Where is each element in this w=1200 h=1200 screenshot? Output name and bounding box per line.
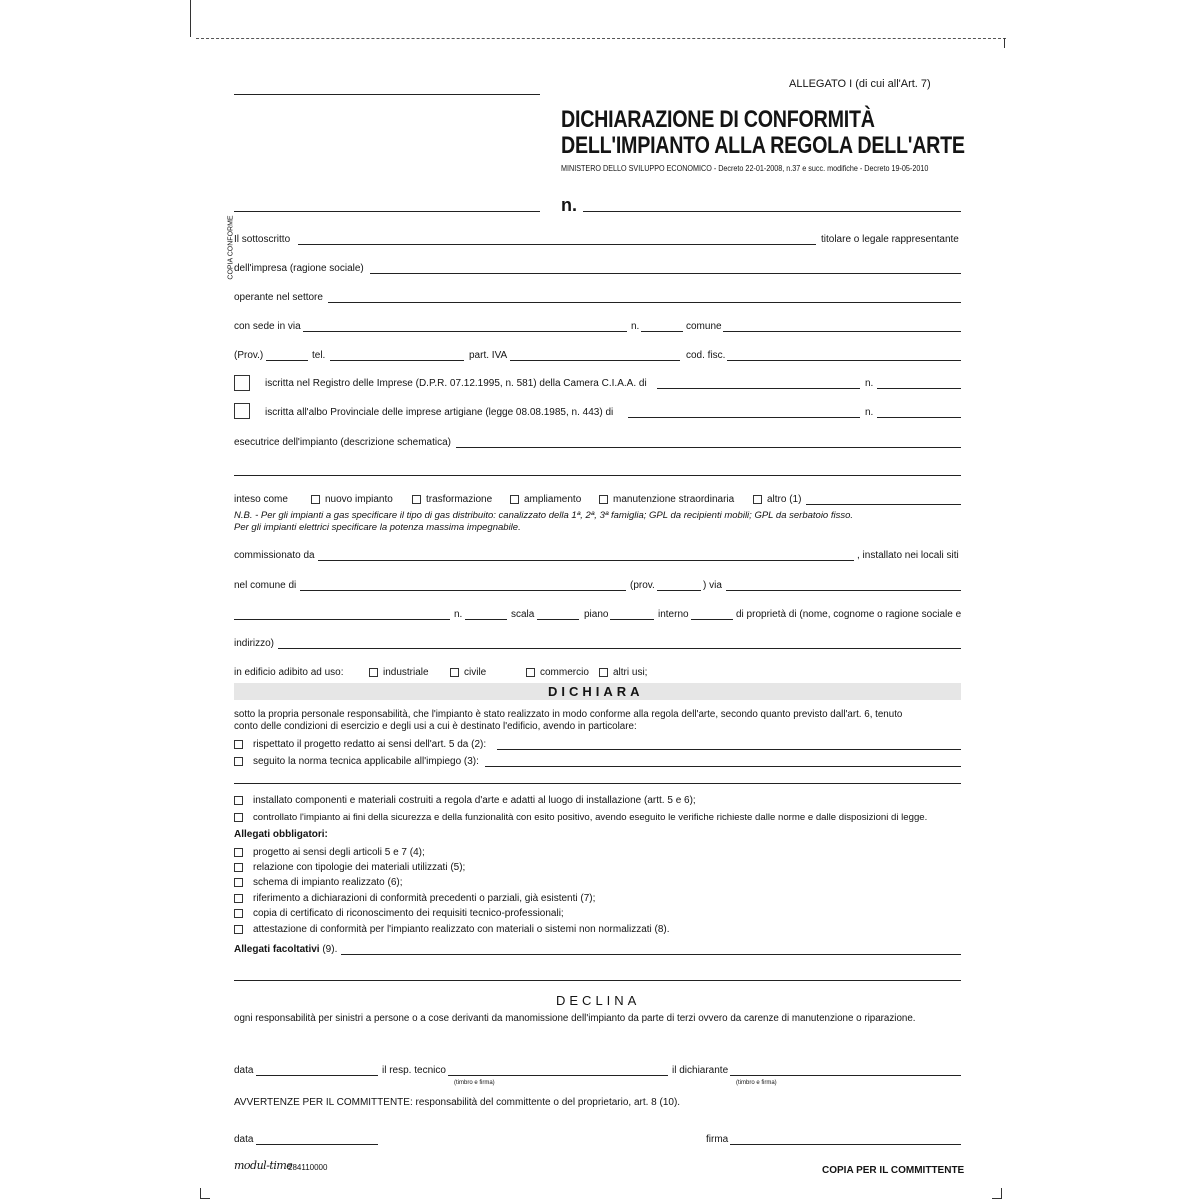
- allegato-checkbox[interactable]: [234, 909, 243, 918]
- allegato-checkbox[interactable]: [234, 894, 243, 903]
- altro-field[interactable]: [806, 504, 961, 505]
- controllato-label: controllato l'impianto ai fini della sicurezza e della funzionalità con esito positivo, avendo eseguito le verifiche richieste dalle norme e dalle disposizioni di legge.: [253, 812, 928, 823]
- copy-label: COPIA PER IL COMMITTENTE: [822, 1165, 965, 1176]
- scala-label: scala: [511, 609, 535, 620]
- sede-field[interactable]: [303, 331, 627, 332]
- altro-label: altro (1): [767, 494, 802, 505]
- prov-label: (Prov.): [234, 350, 264, 361]
- crop-mark: [1004, 38, 1005, 48]
- impresa-label: dell'impresa (ragione sociale): [234, 263, 364, 274]
- data-field[interactable]: [256, 1075, 378, 1076]
- via-field[interactable]: [726, 590, 961, 591]
- allegato-item: schema di impianto realizzato (6);: [253, 877, 403, 888]
- registro-label: iscritta nel Registro delle Imprese (D.P.R. 07.12.1995, n. 581) della Camera C.I.A.A. di: [265, 378, 647, 389]
- codfisc-label: cod. fisc.: [686, 350, 726, 361]
- inteso-label: inteso come: [234, 494, 288, 505]
- allegato-checkbox[interactable]: [234, 878, 243, 887]
- registro-checkbox[interactable]: [234, 375, 250, 391]
- dichiara-intro-2: conto delle condizioni di esercizio e degli usi a cui è destinato l'edificio, avendo in particolare:: [234, 721, 637, 732]
- norma-checkbox[interactable]: [234, 757, 243, 766]
- componenti-label: installato componenti e materiali costruiti a regola d'arte e adatti al luogo di installazione (artt. 5 e 6);: [253, 795, 696, 806]
- allegato-item: riferimento a dichiarazioni di conformità precedenti o parziali, già esistenti (7);: [253, 893, 596, 904]
- ministry-reference: MINISTERO DELLO SVILUPPO ECONOMICO - Decreto 22-01-2008, n.37 e succ. modifiche - Decreto 19-05-2010: [561, 164, 929, 173]
- allegato-checkbox[interactable]: [234, 925, 243, 934]
- firma-field[interactable]: [730, 1144, 961, 1145]
- dichiarante-label: il dichiarante: [672, 1065, 729, 1076]
- cut-line: [196, 38, 1006, 39]
- allegato-checkbox[interactable]: [234, 848, 243, 857]
- declina-heading: DECLINA: [556, 993, 641, 1008]
- trasformazione-label: trasformazione: [426, 494, 493, 505]
- allegato-item: relazione con tipologie dei materiali utilizzati (5);: [253, 862, 466, 873]
- titolare-label: titolare o legale rappresentante: [821, 234, 959, 245]
- sede-label: con sede in via: [234, 321, 301, 332]
- document-title-line1: DICHIARAZIONE DI CONFORMITÀ: [561, 106, 875, 133]
- tel-label: tel.: [312, 350, 326, 361]
- controllato-checkbox[interactable]: [234, 813, 243, 822]
- scala-field[interactable]: [537, 619, 579, 620]
- progetto-label: rispettato il progetto redatto ai sensi dell'art. 5 da (2):: [253, 739, 487, 750]
- comune-field[interactable]: [723, 331, 961, 332]
- timbro-firma-2: (timbro e firma): [736, 1080, 777, 1086]
- nuovo-impianto-checkbox[interactable]: [311, 495, 320, 504]
- form-code: 284110000: [288, 1163, 328, 1172]
- data2-label: data: [234, 1134, 254, 1145]
- piano-label: piano: [584, 609, 609, 620]
- installato-label: , installato nei locali siti: [857, 550, 959, 561]
- settore-field[interactable]: [328, 302, 961, 303]
- side-label: COPIA CONFORME: [227, 215, 235, 280]
- registro-number-label: n.: [865, 378, 874, 389]
- settore-label: operante nel settore: [234, 292, 323, 303]
- norma-field-2[interactable]: [234, 783, 961, 784]
- document-title-line2: DELL'IMPIANTO ALLA REGOLA DELL'ARTE: [561, 132, 965, 159]
- progetto-checkbox[interactable]: [234, 740, 243, 749]
- crop-mark: [190, 0, 191, 37]
- nb-note-gas: N.B. - Per gli impianti a gas specificare il tipo di gas distribuito: canalizzato della 1ª, 2ª, 3ª famiglia; GPL da recipienti mobili; GPL da serbatoio fisso.: [234, 510, 854, 521]
- allegati-facoltativi: [234, 944, 337, 956]
- allegato-label: ALLEGATO I (di cui all'Art. 7): [789, 78, 931, 90]
- comune-label: comune: [686, 321, 722, 332]
- document-number-field[interactable]: [583, 211, 961, 212]
- declina-text: ogni responsabilità per sinistri a persone o a cose derivanti da manomissione dell'impianto da parte di terzi ovvero da carenze di manutenzione o riparazione.: [234, 1013, 916, 1024]
- facoltativi-field-2[interactable]: [234, 980, 961, 981]
- trasformazione-checkbox[interactable]: [412, 495, 421, 504]
- industriale-label: industriale: [383, 667, 429, 678]
- resp-tecnico-field[interactable]: [448, 1075, 668, 1076]
- via-label: ) via: [703, 580, 722, 591]
- allegato-checkbox[interactable]: [234, 863, 243, 872]
- edificio-label: in edificio adibito ad uso:: [234, 667, 344, 678]
- allegati-facoltativi-note: (9).: [319, 944, 338, 955]
- tel-field[interactable]: [330, 360, 464, 361]
- altri-usi-label: altri usi;: [613, 667, 648, 678]
- altro-checkbox[interactable]: [753, 495, 762, 504]
- albo-number-field[interactable]: [877, 417, 961, 418]
- albo-number-label: n.: [865, 407, 874, 418]
- nb-note-electric: Per gli impianti elettrici specificare la potenza massima impegnabile.: [234, 522, 521, 533]
- esecutrice-field-2[interactable]: [234, 475, 961, 476]
- comune-di-field[interactable]: [300, 590, 626, 591]
- manutenzione-checkbox[interactable]: [599, 495, 608, 504]
- indirizzo-label: indirizzo): [234, 638, 275, 649]
- componenti-checkbox[interactable]: [234, 796, 243, 805]
- dichiarante-field[interactable]: [730, 1075, 961, 1076]
- nuovo-impianto-label: nuovo impianto: [325, 494, 393, 505]
- data-label: data: [234, 1065, 254, 1076]
- registro-number-field[interactable]: [877, 388, 961, 389]
- crop-mark: [200, 1198, 210, 1199]
- avvertenze-text: AVVERTENZE PER IL COMMITTENTE: responsabilità del committente o del proprietario, art. 8 (10).: [234, 1097, 681, 1108]
- civico-field[interactable]: [465, 619, 507, 620]
- address-field[interactable]: [234, 619, 450, 620]
- indirizzo-field[interactable]: [278, 648, 961, 649]
- interno-field[interactable]: [691, 619, 733, 620]
- firma-label: firma: [706, 1134, 729, 1145]
- progetto-field[interactable]: [497, 749, 961, 750]
- resp-tecnico-label: il resp. tecnico: [382, 1065, 446, 1076]
- sottoscritto-field[interactable]: [298, 244, 816, 245]
- crop-mark: [1001, 1188, 1002, 1198]
- allegato-item: attestazione di conformità per l'impianto realizzato con materiali o sistemi non normalizzati (8).: [253, 924, 670, 935]
- civico-label: n.: [454, 609, 463, 620]
- prov2-label: (prov.: [630, 580, 655, 591]
- impresa-field[interactable]: [370, 273, 961, 274]
- manutenzione-label: manutenzione straordinaria: [613, 494, 735, 505]
- piva-field[interactable]: [510, 360, 680, 361]
- commercio-label: commercio: [540, 667, 589, 678]
- allegato-item: copia di certificato di riconoscimento dei requisiti tecnico-professionali;: [253, 908, 564, 919]
- allegati-facoltativi-label: Allegati facoltativi: [234, 944, 320, 955]
- document-number-label: n.: [561, 195, 577, 215]
- prov-field[interactable]: [266, 360, 308, 361]
- albo-label: iscritta all'albo Provinciale delle imprese artigiane (legge 08.08.1985, n. 443) di: [265, 407, 614, 418]
- registro-field[interactable]: [657, 388, 860, 389]
- data2-field[interactable]: [256, 1144, 378, 1145]
- sede-number-label: n.: [631, 321, 640, 332]
- esecutrice-field[interactable]: [456, 447, 961, 448]
- altri-usi-checkbox[interactable]: [599, 668, 608, 677]
- industriale-checkbox[interactable]: [369, 668, 378, 677]
- timbro-firma-1: (timbro e firma): [454, 1080, 495, 1086]
- civile-checkbox[interactable]: [450, 668, 459, 677]
- dichiara-intro-1: sotto la propria personale responsabilità, che l'impianto è stato realizzato in modo conforme alla regola dell'arte, secondo quanto previsto dall'art. 6, tenuto: [234, 709, 903, 720]
- sede-number-field[interactable]: [641, 331, 683, 332]
- ampliamento-label: ampliamento: [524, 494, 582, 505]
- commissionato-field[interactable]: [318, 560, 854, 561]
- comune-di-label: nel comune di: [234, 580, 297, 591]
- codfisc-field[interactable]: [727, 360, 961, 361]
- piva-label: part. IVA: [469, 350, 508, 361]
- prov2-field[interactable]: [657, 590, 701, 591]
- piano-field[interactable]: [610, 619, 654, 620]
- commissionato-label: commissionato da: [234, 550, 315, 561]
- interno-label: interno: [658, 609, 689, 620]
- norma-label: seguito la norma tecnica applicabile all'impiego (3):: [253, 756, 479, 767]
- albo-field[interactable]: [628, 417, 860, 418]
- dichiara-heading: DICHIARA: [548, 684, 644, 699]
- sottoscritto-label: Il sottoscritto: [234, 234, 291, 245]
- proprieta-label: di proprietà di (nome, cognome o ragione sociale e: [736, 609, 962, 620]
- allegato-item: progetto ai sensi degli articoli 5 e 7 (4);: [253, 847, 425, 858]
- number-line-left: [234, 211, 540, 212]
- commercio-checkbox[interactable]: [526, 668, 535, 677]
- norma-field[interactable]: [485, 766, 961, 767]
- ampliamento-checkbox[interactable]: [510, 495, 519, 504]
- header-line: [234, 94, 540, 95]
- brand-logo: modul-time: [234, 1159, 293, 1172]
- crop-mark: [992, 1198, 1002, 1199]
- civile-label: civile: [464, 667, 487, 678]
- albo-checkbox[interactable]: [234, 403, 250, 419]
- esecutrice-label: esecutrice dell'impianto (descrizione schematica): [234, 437, 452, 448]
- crop-mark: [200, 1188, 201, 1198]
- facoltativi-field[interactable]: [341, 954, 961, 955]
- allegati-heading: Allegati obbligatori:: [234, 829, 328, 840]
